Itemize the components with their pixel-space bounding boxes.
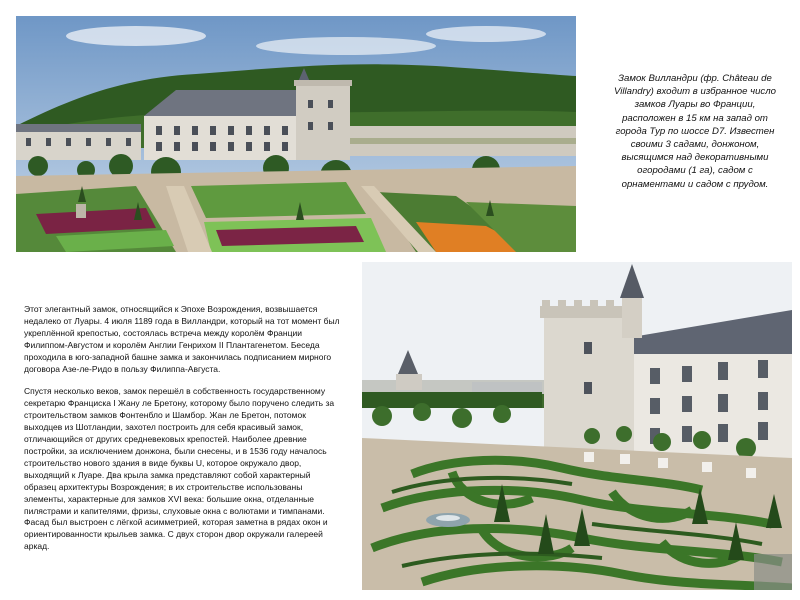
tower-parterre-photo [362,262,792,590]
chateau-garden-photo [16,16,576,252]
photo-caption: Замок Вилландри (фр. Château de Villandry) входит в избранное число замков Луары во Франции, расположен в 15 км на запад от города Тур по шоссе D7. Известен своими 3 садами, донжоном, высящимся над декоративными огородами (1 га), садом с орнаментами и садом с прудом. [614,73,776,190]
history-text [24,304,342,564]
paragraph-2: Спустя несколько веков, замок перешёл в собственность государственному секретарю Франциска I Жану ле Бретону, которому было поручено следить за строительством замков Фонтенбло и Шамбор. Жан ле Бретон, потомок выходцев из Шотландии, захотел построить для себя красивый замок, отличающийся от других средневековых крепостей. Наиболее древние постройки, за исключением донжона, были снесены, и в 1536 году началось строительство нового здания в виде буквы U, которое окружало двор, выходящий к Луаре. Два крыла замка представляют собой характерный образец архитектуры Возрождения; в их строительстве использованы элементы, характерные для замков XVI века: большие окна, отделанные пилястрами и капителями, фризы, слуховые окна с волютами и тимпанами. Фасад был выстроен с лёгкой асимметрией, которая заметна в рядах окон и ориентированности крыльев замка. С двух сторон двор окружали галереей аркад. [24,386,335,552]
paragraph-1: Этот элегантный замок, относящийся к Эпохе Возрождения, возвышается недалеко от Луары. 4 июля 1189 года в Вилландри, который на тот момент был укреплённой крепостью, состоялась встреча между королём Франции Филиппом-Августом и королём Англии Генрихом II Плантагенетом. Беседа проходила в юго-западной башне замка и закончилась подписанием мирного договора Азе-ле-Ридо в пользу Филиппа-Августа. [24,304,340,374]
